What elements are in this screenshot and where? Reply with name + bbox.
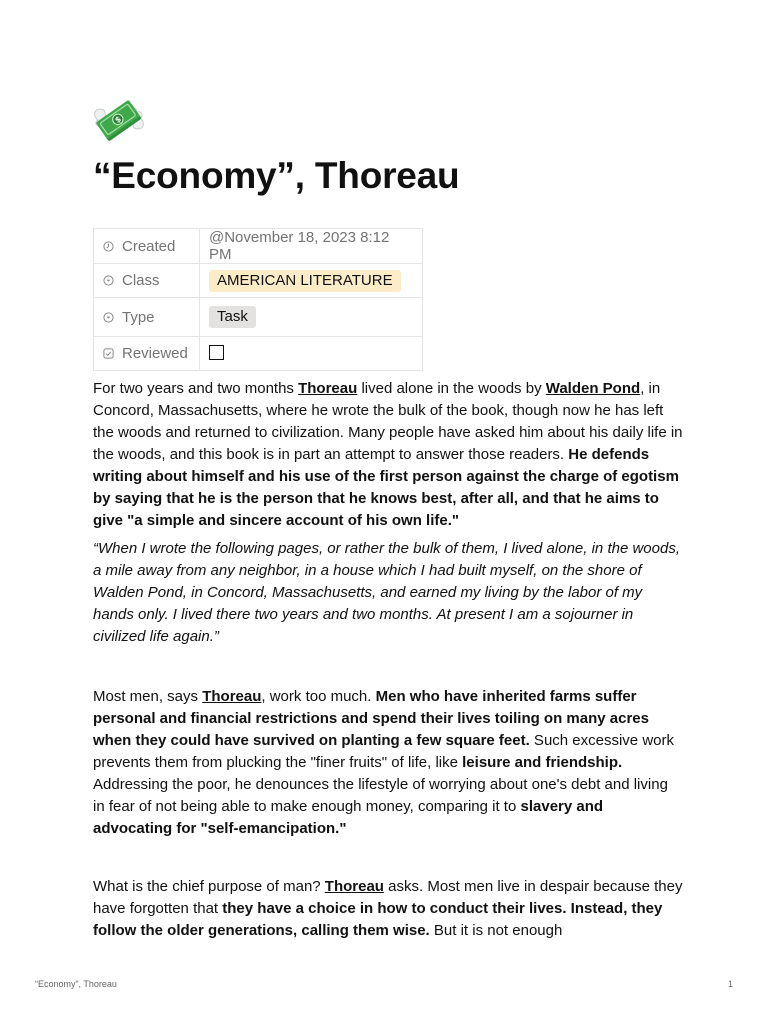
property-value-reviewed — [200, 337, 423, 371]
document-body — [93, 378, 683, 942]
link-walden-pond[interactable]: Walden Pond — [545, 380, 641, 397]
property-row-type — [94, 298, 423, 337]
text-span: , in Concord, Massachusetts, where he wrote the bulk of the book, though now he has left the woods and returned to civilization. Many people have asked him about his daily life in the woods, and this book is in part an attempt to answer those readers. — [93, 380, 683, 463]
created-date: @November 18, 2023 8:12 PM — [209, 229, 390, 263]
page-title: “Economy”, Thoreau — [93, 155, 460, 196]
select-icon — [103, 275, 114, 286]
page-content — [93, 92, 683, 942]
text-span: For two years and two months — [93, 380, 299, 397]
property-value-class[interactable] — [200, 264, 423, 298]
property-value-created[interactable] — [200, 229, 423, 264]
property-key-class — [94, 264, 200, 298]
bold-text: Men who have inherited farms suffer personal and financial restrictions and spend their lives toiling on many acres when they could have survived on planting a few square feet. — [93, 688, 649, 749]
paragraph-work — [93, 686, 683, 840]
checkbox-property-icon — [103, 348, 114, 359]
bold-text: leisure and friendship. — [462, 754, 623, 771]
text-span: Such excessive work prevents them from plucking the "finer fruits" of life, like — [93, 732, 674, 771]
text-span: Addressing the poor, he denounces the lifestyle of worrying about one's debt and living in fear of not being able to make enough money, comparing it to — [93, 776, 668, 815]
link-thoreau[interactable]: Thoreau — [324, 878, 384, 895]
property-label: Created — [122, 237, 176, 255]
svg-text:$: $ — [113, 114, 124, 126]
property-key-type — [94, 298, 200, 337]
bold-text: slavery and advocating for "self-emancipation." — [93, 798, 604, 837]
property-label: Type — [122, 308, 155, 326]
property-value-type[interactable] — [200, 298, 423, 337]
paragraph-intro — [93, 378, 683, 532]
link-thoreau[interactable]: Thoreau — [202, 688, 262, 705]
clock-icon — [103, 241, 114, 252]
footer-title: “Economy”, Thoreau — [35, 979, 117, 989]
type-tag: Task — [209, 306, 256, 328]
property-label: Class — [122, 272, 160, 289]
property-row-class — [94, 264, 423, 298]
text-span: What is the chief purpose of man? — [93, 878, 325, 895]
property-row-created — [94, 229, 423, 264]
property-row-reviewed — [94, 337, 423, 371]
link-thoreau[interactable]: Thoreau — [298, 380, 358, 397]
property-key-reviewed — [94, 337, 200, 371]
money-with-wings-icon — [90, 92, 148, 150]
paragraph-purpose — [93, 876, 683, 942]
class-tag: AMERICAN LITERATURE — [209, 270, 401, 292]
walden-quote: “When I wrote the following pages, or rather the bulk of them, I lived alone, in the woods, a mile away from any neighbor, in a house which I had built myself, on the shore of Walden Pond, in Concord, Massachusetts, and earned my living by the labor of my hands only. I lived there two years and two months. At present I am a sojourner in civilized life again.” — [93, 540, 680, 645]
text-span: lived alone in the woods by — [357, 380, 546, 397]
footer-page-number: 1 — [727, 979, 733, 989]
text-span: asks. Most men live in despair because they have forgotten that — [93, 878, 683, 917]
property-key-created — [94, 229, 200, 264]
bold-text: they have a choice in how to conduct their lives. Instead, they follow the older generations, calling them wise. — [93, 900, 663, 939]
properties-table — [93, 228, 423, 371]
text-span: But it is not enough — [429, 922, 563, 939]
text-span: Most men, says — [93, 688, 203, 705]
property-label: Reviewed — [122, 345, 188, 362]
text-span: , work too much. — [261, 688, 376, 705]
select-icon — [103, 312, 114, 323]
reviewed-checkbox[interactable] — [209, 345, 224, 360]
bold-text: He defends writing about himself and his use of the first person against the charge of egotism by saying that he is the person that he knows best, after all, and that he aims to give "a simple and sincere account of his own life." — [93, 446, 679, 529]
